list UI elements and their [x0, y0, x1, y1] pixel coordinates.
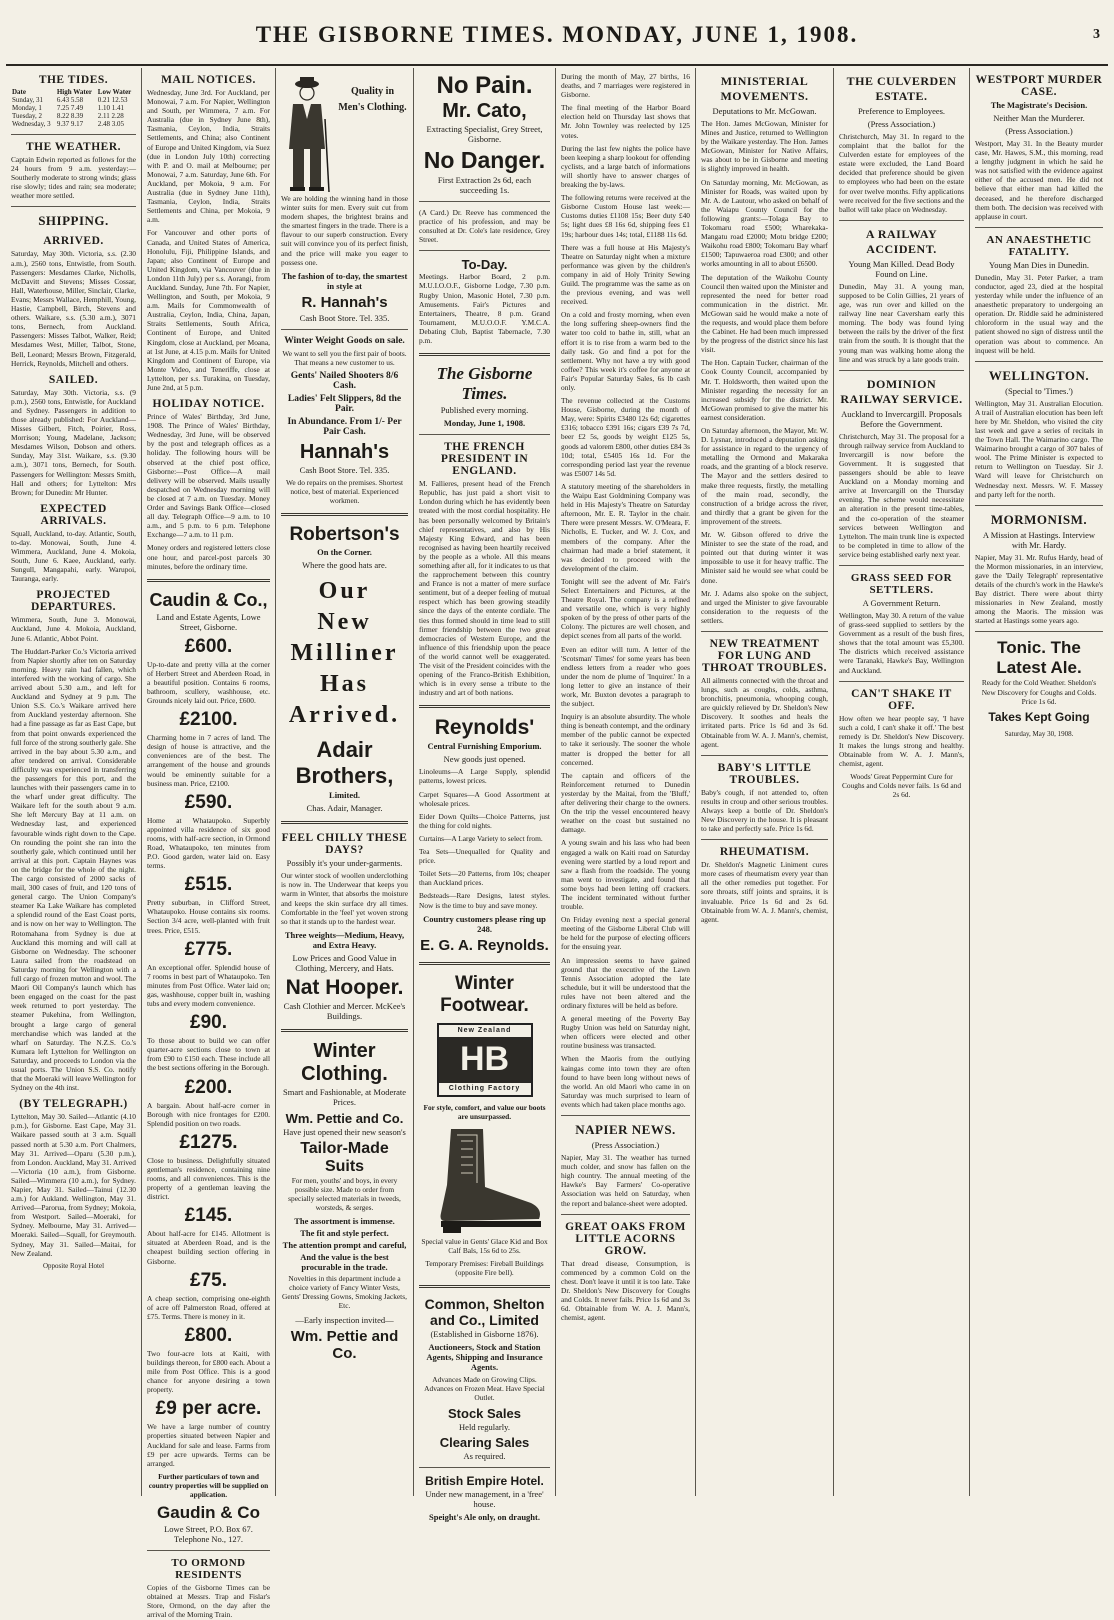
hooper-title: Nat Hooper.	[285, 975, 404, 999]
listing-text: About half-acre for £145. Allotment is situated at Aberdeen Road, and is the cheapest building section offering in Gisborne.	[147, 1229, 270, 1266]
tides-cell: 1.10 1.41	[97, 104, 125, 112]
hooper-subtitle: Cash Clothier and Mercer. McKee's Buildings.	[283, 1000, 406, 1021]
column-clothing-ads	[276, 68, 414, 1496]
adair-manager: Chas. Adair, Manager.	[306, 803, 383, 814]
listing-price: £775.	[184, 938, 233, 960]
page-number: 3	[1093, 27, 1100, 42]
footwear-special: Special value in Gents' Glace Kid and Box Calf Bals, 15s 6d to 25s.	[421, 1236, 548, 1255]
chilly-prices: Low Prices and Good Value in Clothing, Mercery, and Hats.	[292, 952, 397, 973]
chilly-text: Our winter stock of woollen underclothing is now in. The Underwear that keeps you warm in Winter, that absorbs the moisture and keeps the skin surface dry all times. Comfortable in the 'feel' yet woven strong so that it stands up to the hardest wear.	[281, 871, 408, 926]
column-press-news	[834, 68, 970, 1496]
reynolds-item: Linoleums—A Large Supply, splendid patterns, lowest prices.	[419, 767, 550, 786]
column-mail-estate	[142, 68, 276, 1620]
lung-treatment-heading: NEW TREATMENT FOR LUNG AND THROAT TROUBLES.	[702, 637, 827, 674]
column-ministerial	[696, 68, 834, 1496]
listing-text: We have a large number of country properties situated between Napier and Auckland for sale and lease. Farms from £9 per acre upwards. Terms can be arranged.	[147, 1422, 270, 1468]
logo-bottom-band: Clothing Factory	[439, 1083, 531, 1095]
projected-departures-heading: PROJECTED DEPARTURES.	[30, 589, 117, 614]
news-paragraph-7: The revenue collected at the Customs House, Gisborne, during the month of May, were: Spirits £3480 12s 6d; cigarettes £316; tobacco £391 16s; cigars £39 7s 7d, beer £2 5s, goods by weight £125 5s, goods ad valorem £800, other duties £84 3s 10d; total, £5405 16s 1d. For the corresponding period last year the revenue was £5007 14s 5d.	[561, 396, 690, 478]
winter-clothing-title: Winter Clothing.	[301, 1039, 388, 1085]
listing-price: £145.	[184, 1205, 233, 1227]
wellington-heading: WELLINGTON.	[988, 367, 1090, 383]
hannah-title: R. Hannah's	[301, 293, 388, 311]
ministerial-text-1: The Hon. James McGowan, Minister for Mines and Justice, returned to Wellington by the Waikare yesterday. The Hon. James McGowan, Minister for Native Affairs, was about to be in Gisborne and meeting is slightly improved in health.	[701, 119, 828, 174]
listing-price: £590.	[184, 791, 233, 813]
novelties-text: Novelties in this department include a choice variety of Fancy Winter Vests, Gents' Dressing Gowns, Smoking Jackets, Etc.	[282, 1274, 407, 1311]
arrived-heading: ARRIVED.	[43, 235, 104, 248]
common-shelton-established: (Established in Gisborne 1876).	[430, 1329, 539, 1340]
news-paragraph-15: An impression seems to have gained ground that the executive of the Lawn Tennis Association adopted the late schedule, but it will be understood that the rules have not been altered and the ordinary fixtures will be held as before.	[561, 955, 690, 1010]
ormond-notice-heading: TO ORMOND RESIDENTS	[171, 1557, 246, 1582]
news-paragraph-16: A general meeting of the Poverty Bay Rugby Union was held on Saturday night, when officers were elected and other routine business was transacted.	[561, 1014, 690, 1051]
ministerial-text-5: On Saturday afternoon, the Mayor, Mr. W. D. Lysnar, introduced a deputation asking for assistance in regard to the urgency of metalling the Ormond and Makaraka roads, and the granting of a block reserve. The Mayor and the settlers desired to make three requests, firstly, the metalling of the main road, secondly, the construction of a bridge across the river, and thirdly that a grant be given for the improvement of the streets.	[701, 426, 828, 526]
anaesthetic-text: Dunedin, May 31. Peter Parker, a tram conductor, aged 23, died at the hospital yesterday while under the influence of an anaesthetic preparatory to undergoing an operation. Dr. Riddle said he administered chloroform in the usual way and the patient showed no sign of distress until the operation was about to commence. An inquest will be held.	[975, 272, 1103, 355]
listing-text: To those about to build we can offer quarter-acre sections close to town at from £90 to £150 each. These include all the best sections offering in the Borough.	[147, 1036, 270, 1073]
listing-text: A bargain. About half-acre corner in Borough with nice frontages for £200. Splendid position on two roads.	[147, 1100, 270, 1128]
hannah-fashion-tag: The fashion of to-day, the smartest in style at	[281, 270, 408, 291]
milliner-line: Arrived.	[288, 702, 401, 729]
tides-cell: 0.21 12.53	[97, 96, 128, 104]
listing-text: Pretty suburban, in Clifford Street, Whataupoko. House contains six rooms. Section 3/4 acre, well-planted with fruit trees. Price, £515.	[147, 898, 270, 935]
cato-title: Mr. Cato,	[442, 100, 527, 122]
listing-text: Up-to-date and pretty villa at the corner of Herbert Street and Aberdeen Road, in a beautiful position. Contains 6 rooms, bathroom, scullery, washhouse, etc. Grounds nicely laid out. Price, £600.	[147, 659, 270, 706]
milliner-line: New	[317, 609, 372, 636]
baby-troubles-heading: BABY'S LITTLE TROUBLES.	[717, 761, 812, 786]
grass-seed-sub: A Government Return.	[862, 598, 941, 608]
latest-ale-text: Ready for the Cold Weather. Sheldon's New Discovery for Coughs and Colds. Price 1s 6d.	[981, 678, 1097, 706]
column-footer: Opposite Royal Hotel	[42, 1261, 105, 1270]
pettie-point: And the value is the best procurable in the trade.	[300, 1252, 389, 1273]
footwear-premises: Temporary Premises: Fireball Buildings (opposite Fire bell).	[425, 1258, 544, 1278]
listing-price: £600.	[184, 635, 233, 657]
mail-notices-text-2: For Vancouver and other ports of Canada, and United States of America, Honolulu, Fiji, Philippine Islands, and Japan; also Continent of Europe and United Kingdom, via Vancouver (due in London 11th July) per s.s. Aorangi, from Auckland. Sunday, June 7th. For Napier, Wellington, and South, per Mokoia, 9 a.m. Mails for Commonwealth of Australia, Ceylon, India, China, Japan, Straits Settlements, South Africa, Continent of Europe, and United Kingdom, close at Auckland, per Moana, at 1st June, at 4.15 p.m. Mails for United Kingdom and Continent of Europe, via Monte Video, and Teneriffe, close at Lyttelton, per s.s. Turakina, on Tuesday, June 2nd, at 5 p.m.	[147, 228, 270, 392]
hannah-title-2: Hannah's	[299, 440, 390, 463]
listing-price: £200.	[184, 1076, 233, 1098]
listing-text: Two four-acre lots at Kaiti, with buildings thereon, for £800 each. About a mile from Post Office. This is a good chance for anyone desiring a town property.	[147, 1348, 270, 1395]
tides-row	[11, 120, 136, 128]
milliner-ad	[281, 576, 408, 731]
westport-heading: WESTPORT MURDER CASE.	[975, 74, 1103, 98]
tides-cell: Sunday, 31	[12, 96, 44, 104]
cold-text: How often we hear people say, 'I have such a cold, I can't shake it off.' The best remedy is Dr. Sheldon's New Discovery. It makes the lungs strong and healthy. Obtainable from W. A. J. Mann's, chemist, agent.	[839, 713, 964, 769]
holiday-heading: HOLIDAY NOTICE.	[152, 398, 265, 411]
shipping-heading: SHIPPING.	[38, 213, 109, 229]
column-footer-date: Saturday, May 30, 1908.	[1004, 729, 1074, 738]
listing-text: Close to business. Delightfully situated gentleman's residence, containing nine rooms, and all conveniences. This is the property of a gentleman leaving the district.	[147, 1155, 270, 1202]
reynolds-item: Tea Sets—Unequalled for Quality and price.	[419, 847, 550, 866]
cato-subtitle: Extracting Specialist, Grey Street, Gisborne.	[426, 124, 543, 144]
tides-cell: Date	[12, 88, 26, 96]
dominion-railway-heading: DOMINION RAILWAY SERVICE.	[840, 376, 963, 406]
masthead-published: Published every morning.	[440, 405, 529, 416]
tides-row	[11, 112, 136, 120]
milliner-line: Has	[319, 671, 369, 698]
holiday-text-2: Money orders and registered letters close one hour, and parcel-post parcels 30 minutes, before the ordinary time.	[147, 543, 270, 571]
pettie-point: The attention prompt and careful,	[282, 1240, 407, 1251]
listing-price: £800.	[184, 1324, 233, 1346]
clearing-sales: Clearing Sales	[439, 1435, 530, 1451]
tides-cell: Tuesday, 2	[12, 112, 43, 120]
winter-clothing-subtitle: Smart and Fashionable, at Moderate Prices.	[283, 1086, 406, 1107]
lung-treatment-text: All ailments connected with the throat and lungs, such as coughs, colds, asthma, bronchitis, pneumonia, whooping cough, are quickly relieved by Dr. Sheldon's New Discovery. It soothes and heals the irritated parts. Price 1s 6d and 3s 6d. Obtainable from W. A. J. Mann's, chemist, agent.	[701, 675, 828, 749]
hb-monogram-icon: HB	[459, 1040, 510, 1079]
news-paragraph-9: Tonight will see the advent of Mr. Fair's Select Entertainers and Pictures, at the Theatre Royal. The company is a refined and versatile one, which is very highly spoken of by the press of other parts of the Colony. The pictures are well chosen, and depict scenes from all parts of the world.	[561, 576, 690, 641]
agent-subtitle: Land and Estate Agents, Lowe Street, Gisborne.	[156, 611, 261, 632]
railway-accident-text: Dunedin, May 31. A young man, supposed to be Colin Gillies, 21 years of age, was run over and killed on the railway line near Caversham early this morning. The body was found lying between the rails by the driver of the first train from the south. It is thought that the young man was walking home along the line and was struck by a late goods train.	[839, 281, 964, 364]
culverden-text: Christchurch, May 31. In regard to the complaint that the ballot for the Culverden estate for employees of the estate were excluded, the Land Board decided that preference should be given to employees who had been on the estate for over twelve months. Fifty applications were received for the five sections and the ballot will take place on Wednesday.	[839, 132, 964, 214]
sailed-text: Saturday, May 30th. Victoria, s.s. (9 p.m.), 2560 tons, Entwistle, for Auckland and Sydney. Passengers in addition to those already published: For Auckland—Misses Gilbert, Fitch, Poirier, Ross, Morrison; Young, Madelane, Jackson; Mesdames Wilson, Dobson and others. Sunday, May 31st. Waikare, s.s. (9.30 a.m.), 3071 tons, Bernech, for South. Passengers for Wellington: Messrs Smith, Hall and others; for Lyttelton: Mrs Brown; for Dunedin: Mr Hunter.	[11, 387, 136, 497]
holiday-text: Prince of Wales' Birthday, 3rd June, 1908. The Prince of Wales' Birthday, Wednesday, 3rd June, will be observed by the post and telegraph offices as a holiday. The following hours will be observed at the chief post office, Gisborne:—Post Office—A mail delivery will be observed. Mails usually despatched on Wednesday morning will be closed at 7 a.m. on Tuesday. Money Order and Savings Bank Office—closed all day. Telegraph Office—9 a.m. to 10 a.m., and 5 p.m. to 6 p.m. Telephone Exchange—7 a.m. to 11 p.m.	[147, 412, 270, 540]
listing-price: £90.	[190, 1012, 227, 1034]
today-heading: To-Day.	[461, 257, 508, 273]
reynolds-new-goods: New goods just opened.	[443, 754, 526, 765]
mail-notices-heading: MAIL NOTICES.	[161, 74, 256, 86]
ministerial-text-6: Mr. W. Gibson offered to drive the Minister to see the state of the road, and pointed out that during winter it was impossible to use it for heavy traffic. The Minister said he would see what could be done.	[701, 530, 828, 585]
shipping-news-text: The Huddart-Parker Co.'s Victoria arrived from Napier shortly after ten on Saturday morning. Heavy rain had fallen, which interfered with the working of cargo. She arrived about 5.30 a.m., and left for Auckland and Sydney at 9 p.m. The Union S.S. Co.'s Waikare arrived here from Auckland yesterday afternoon. She had a fine passage as far as East Cape, but from that point onwards experienced the full force of the strong southerly gale. She arrived in the bay about 5.30 a.m., and after tendered on arrival. Considerable difficulty was experienced in transferring the passengers for this port, and the launches with their passengers came in to the wharf under great difficulty. The Waikare left for the south about 9 a.m. She left Mercury Bay at 11 a.m. on Wednesday last, and experienced favourable winds right down to the Cape. On rounding the point she ran into the southerly gale, which continued until her arrival at this port. Captain Haynes was on the bridge for the whole of the night. The cargo consisted of 2000 sacks of mail, 300 cases of fruit, and 120 tons of general cargo. The Union Company's steamer Ka Lake Waikare has completed a splendid round of the East Coast ports, and is now on her way to Wellington. The Rotomahana from Sydney is due at Auckland this morning and will call at Gisborne on Wednesday. The schooner Laura sailed from the roadstead on Saturday morning for Wellington with a full cargo of frozen mutton and wool. The Maori Oil Company's launch which has been engaged on the coast for the past week returned to port yesterday. The steamer Pukehina, from Wellington, brought a large cargo of general merchandise which was landed at the wharf on Saturday. The N.Z.S. Co.'s Kumara left Lyttelton for Wellington on Saturday, and proceeds to London via the usual ports. The Union S.S. Co. notify that the Moeraki will leave Wellington for Sydney on the 4th inst.	[11, 646, 136, 1093]
masthead	[6, 6, 1108, 66]
listing-text: Home at Whataupoko. Superbly appointed villa residence of six good rooms, with half-acre section, in Ormond Road, Whataupoko, ten minutes from P.O. Good garden, water laid on. Easy terms.	[147, 815, 270, 871]
chilly-weights: Three weights—Medium, Heavy, and Extra Heavy.	[284, 929, 405, 950]
tides-cell: 7.25 7.49	[56, 104, 84, 112]
hannah-clothing-text: We are holding the winning hand in those winter suits for men. Every suit cut from modern shapes, the brightest brains and the smartest fingers in the trade. There is a flavour to our superb construction. Every suit will convince you of its perfect finish, and the price will make you eager to possess one.	[281, 194, 408, 267]
footwear-title: Winter Footwear.	[440, 972, 529, 1016]
repairs-text: We do repairs on the premises. Shortest notice, best of material. Experienced workmen.	[285, 477, 403, 506]
grass-seed-heading: GRASS SEED FOR SETTLERS.	[850, 572, 953, 596]
telegraph-text: Lyttelton, May 30. Sailed—Atlantic (4.10 p.m.), for Gisborne. East Cape, May 31. Waikare passed south at 3 a.m. Squall passed north at 5.30 a.m. Port Chalmers, May 31. Arrived—Oparu (5.30 p.m.), from London. Auckland, May 31. Arrived—Victoria (10 a.m.), from Gisborne. Sailed—Wimmera (10 a.m.), for Sydney. Napier, May 31. Sailed—Tainui (12.30 a.m.) for Aukland. Wellington, May 31. Arrived—Parorua, from Sydney; Mokoia, from Westport. Sailed—Moeraki, for Sydney. Melbourne, May 31. Arrived—Moeraki. Sailed—Squall, for Greymouth. Sydney, May 31. Sailed—Maitai, for New Zealand.	[11, 1112, 136, 1258]
robertson-subtitle: On the Corner.	[317, 547, 372, 558]
ministerial-text-7: Mr. J. Adams also spoke on the subject, and urged the Minister to give favourable consideration to the requests of the settlers.	[701, 588, 828, 625]
reynolds-item: Eider Down Quilts—Choice Patterns, just the thing for cold nights.	[419, 811, 550, 830]
napier-news-sub: (Press Association.)	[591, 1140, 660, 1151]
telegraph-heading: (BY TELEGRAPH.)	[19, 1098, 128, 1111]
westport-text: Westport, May 31. In the Beauty murder case, Mr. Hawes, S.M., this morning, read a lengthy judgment in which he said he was not satisfied with the evidence against either of the accused men. He did not believe that either man had killed the deceased, and he therefore discharged them both. The decision was received with applause in court.	[975, 139, 1103, 221]
hannah-item: Gents' Nailed Shooters 8/6 Cash.	[290, 370, 399, 391]
napier-news-text: Napier, May 31. The weather has turned much colder, and snow has fallen on the high country. The annual meeting of the Hawke's Bay Farmers' Co-operative Association was held on Saturday, when the report and balance-sheet were adopted.	[561, 1153, 690, 1208]
tides-cell: Monday, 1	[12, 104, 42, 112]
news-paragraph-12: The captain and officers of the Reinforcement returned to Dunedin yesterday by the Maitai, from the 'Bluff,' after delivering their charge to the owners. On the trip the vessel encountered heavy weather on the coast but sustained no damage.	[561, 770, 690, 835]
news-paragraph-4: The following returns were received at the Gisborne Custom House last week:—Customs duties £1108 15s; Beer duty £40 5s; light dues £8 16s 6d, shipping fees £1 19s; harbour dues 14s; total, £1188 11s 6d.	[561, 193, 690, 239]
reynolds-country: Country customers please ring up 248.	[423, 913, 546, 934]
gentleman-illustration	[281, 74, 333, 194]
masthead-date: Monday, June 1, 1908.	[443, 418, 526, 429]
ministerial-subtitle: Deputations to Mr. McGowan.	[712, 106, 817, 116]
anaesthetic-subtitle: Young Man Dies in Dunedin.	[989, 259, 1089, 270]
pettie-point: The assortment is immense.	[294, 1216, 395, 1227]
listing-price: £1275.	[179, 1131, 238, 1153]
mormonism-subtitle: A Mission at Hastings. Interview with Mr. Hardy.	[982, 529, 1096, 550]
weather-text: Captain Edwin reported as follows for the 24 hours from 9 a.m. yesterday:—Southerly moderate to strong winds; glass rise slowly; tides and rain; sea moderate; weather more settled.	[11, 155, 136, 201]
reynolds-items	[419, 767, 550, 909]
column-editorial-ads	[414, 68, 556, 1523]
reynolds-item: Curtains—A Large Variety to select from.	[419, 833, 543, 843]
property-listings	[147, 636, 270, 1468]
sailed-heading: SAILED.	[48, 373, 99, 386]
rheumatism-heading: RHEUMATISM.	[719, 846, 810, 859]
news-paragraph-17: When the Maoris from the outlying kaingas come into town they are often found to have been long without news of the world. An old Maori who came in on Saturday was much surprised to learn of events which had taken place months ago.	[561, 1054, 690, 1109]
pettie-points	[281, 1216, 408, 1272]
reynolds-title: Reynolds'	[434, 716, 535, 740]
railway-accident-sub: Young Man Killed. Dead Body Found on Line.	[848, 258, 955, 279]
expected-arrivals-text: Squall, Auckland, to-day. Atlantic, South, to-day. Monowai, South, June 4. Wimmera, Auckland, June 4. Mokoia, South, June 6. Kaee, Auckland, early. Sungull, Mangapahi, early. Warupoi, Tauranga, early.	[11, 528, 136, 584]
column-shipping	[6, 68, 142, 1496]
hb-logo	[437, 1023, 533, 1097]
wellington-subtitle: (Special to 'Times.')	[1005, 385, 1073, 396]
chilly-subtitle: Possibly it's your under-garments.	[286, 858, 403, 869]
reeve-card: (A Card.) Dr. Reeve has commenced the practice of his profession, and may be consulted at Dr. Cole's late residence, Grey Street.	[419, 208, 550, 245]
tides-heading: THE TIDES.	[38, 74, 109, 86]
dominion-railway-sub: Auckland to Invercargill. Proposals Before the Government.	[841, 408, 962, 429]
hannah-clothing-ad	[281, 74, 408, 194]
pettie-text: Have just opened their new season's	[283, 1126, 406, 1137]
tides-cell: Low Water	[97, 88, 132, 96]
ministerial-heading: MINISTERIAL MOVEMENTS.	[720, 74, 809, 103]
cato-fee: First Extraction 2s 6d, each succeeding 1s.	[437, 175, 532, 195]
pettie-title: Wm. Pettie and Co.	[285, 1110, 404, 1126]
grass-seed-text: Wellington, May 30. A return of the value of grass-seed supplied to settlers by the Government as a result of the bush fires, shows that the total amount was £5,300. The districts which received assistance were Taranaki, Hawke's Bay, Wellington and Auckland.	[839, 611, 964, 675]
news-paragraph-8: A statutory meeting of the shareholders in the Waipu East Goldmining Company was held in His Majesty's Theatre on Saturday afternoon, Mr. E. R. Taylor in the chair. There were present Messrs. W. O'Meara, F. Nicholls, E. Tucker, and W. J. Cox, and members of the company. After the chairman had made a brief statement, it was decided to proceed with the development of the claim.	[561, 481, 690, 573]
takes-kept-ad: Takes Kept Going	[988, 709, 1090, 724]
inspection-invited: —Early inspection invited—	[295, 1314, 394, 1325]
arrived-text: Saturday, May 30th. Victoria, s.s. (2.30 a.m.), 2560 tons, Entwistle, from South. Passengers: Mesdames Clarke, Nicholls, McDavitt and Stevens; Misses Cossar, Hall, Waterhouse, Miller, Sinclair, Clarke, Evans; Messrs Wallace, Hemphill, Young, Hastie, Campbell, Birch, Stevens and others. Waikare, s.s. (5.30 a.m.), 3071 tons, Bernech, from Auckland. Passengers: Misses Talbot, Walker, Reid; Mesdames West, Miller, Talbot, Stone, Bell, Leonard; Messrs Brown, Fitzgerald, Herrick, Reynolds, Mitchell and others.	[11, 249, 136, 368]
news-paragraph-14: On Friday evening next a special general meeting of the Gisborne Liberal Club will be held for the purpose of electing officers for the ensuing year.	[561, 915, 690, 952]
reynolds-name: E. G. A. Reynolds.	[420, 936, 549, 954]
common-shelton-title: Common, Shelton and Co., Limited	[424, 1296, 545, 1329]
column-local-news	[556, 68, 696, 1496]
further-particulars: Further particulars of town and country properties will be supplied on application.	[148, 1471, 269, 1500]
logo-top-band: New Zealand	[439, 1025, 531, 1037]
french-president-heading: THE FRENCH PRESIDENT IN ENGLAND.	[440, 441, 529, 478]
latest-ale-ad: Tonic. The Latest Ale.	[996, 638, 1082, 678]
cold-footer: Woods' Great Peppermint Cure for Coughs and Colds never fails. 1s 6d and 2s 6d.	[841, 772, 962, 800]
dominion-railway-text: Christchurch, May 31. The proposal for a through railway service from Auckland to Invercargill is now before the Government. It is suggested that passengers should be able to leave Auckland on a Monday morning and arrive at Invercargill on the Thursday evening. The scheme would necessitate an alteration in the present time-tables, and the co-operation of the steamer services between Wellington and Lyttelton. The main trunk line is expected to be completed in time to allow of the service being established early next year.	[839, 431, 964, 559]
mormonism-heading: MORMONISM.	[990, 511, 1088, 527]
culverden-press: (Press Association.)	[867, 119, 936, 129]
tides-table	[11, 88, 136, 128]
listing-text: A cheap section, comprising one-eighth of acre off Palmerston Road, offered at £75. Terms. There is money in it.	[147, 1293, 270, 1321]
hannah-item: Ladies' Felt Slippers, 8d the Pair.	[287, 393, 402, 414]
news-paragraph-5: There was a full house at His Majesty's Theatre on Saturday night when a mixture performance was given by the children's company in aid of Holy Trinity Sewing Guild. The programme was the same as on the previous evening, and was well received.	[561, 242, 690, 307]
stock-sales-sub: Held regularly.	[459, 1422, 510, 1433]
common-shelton-subtitle: Auctioneers, Stock and Station Agents, Shipping and Insurance Agents.	[426, 1342, 543, 1373]
listing-price: £515.	[184, 874, 233, 896]
hotel-subtitle: Under new management, in a 'free' house.	[425, 1489, 544, 1510]
reynolds-item: Bedsteads—Rare Designs, latest styles. Now is the time to buy and save money.	[419, 891, 550, 910]
hannah-item: In Abundance. From 1/- Per Pair Cash.	[287, 416, 402, 437]
ministerial-text-4: The Hon. Captain Tucker, chairman of the Cook County Council, accompanied by Mr. T. Holdsworth, then waited upon the Minister regarding the necessity for an increased subsidy for the district. Mr. McGowan promised to give the matter his earnest consideration.	[701, 358, 828, 422]
news-paragraph-2: The final meeting of the Harbor Board election held on Thursday last shows that Mr. John Townley was reelected by 125 votes.	[561, 103, 690, 140]
news-paragraph-13: A young swain and his lass who had been engaged a walk on Kaiti road on Saturday evening were startled by a loud report and saw a flash from the roadside. The young man went to investigate, and found that some boys had been letting off crackers. The incident terminated without further trouble.	[561, 838, 690, 912]
tides-cell: 6.43 5.58	[56, 96, 84, 104]
masthead-title: THE GISBORNE TIMES. MONDAY, JUNE 1, 1908.	[255, 22, 859, 47]
westport-subtitle: The Magistrate's Decision.	[990, 100, 1088, 110]
news-paragraph-6: On a cold and frosty morning, when even the long suffering sheep-owners find the water too cold to bathe in, still, what an effort it is to rise from a warm bed to the daily task. Go and find a pot for the settlement. Why not have a try with good coffee? This week it's coffee for anyone at Fair's Popular Saturday Sales, 6s lb cash only.	[561, 310, 690, 392]
tides-cell: 8.22 8.39	[56, 112, 84, 120]
listing-price: £2100.	[179, 709, 238, 731]
projected-departures-text: Wimmera, South, June 3. Monowai, Auckland, June 4. Mokoia, Auckland, June 6. Atlantic, Abbot Point.	[11, 615, 136, 643]
chilly-heading: FEEL CHILLY THESE DAYS?	[281, 832, 408, 857]
rheumatism-text: Dr. Sheldon's Magnetic Liniment cures more cases of rheumatism every year than all the other remedies put together. For sore throats, stiff joints and sprains, it is invaluable. Price 1s 6d and 2s 6d. Obtainable from W. A. J. Mann's, chemist, agent.	[701, 860, 828, 924]
agent-address: Lowe Street, P.O. Box 67. Telephone No., 127.	[164, 1524, 253, 1545]
listing-text: An exceptional offer. Splendid house of 7 rooms in best part of Whataupoko. Ten minutes from Post Office. Water laid on; gas, washhouse, copper built in, washing tubs and every modern convenience.	[147, 962, 270, 1009]
reynolds-subtitle: Central Furnishing Emporium.	[427, 741, 542, 752]
today-text: Meetings. Harbor Board, 2 p.m. M.U.I.O.O.F., Gisborne Lodge, 7.30 p.m. Rugby Union, Masonic Hotel, 7.30 p.m. Amusements. Fair's Pictures and Entertainers, Theatre, 8 p.m. Grand Tournament, M.U.O.O.F. Y.M.C.A. Debating Club, Baptist Tabernacle, 7.30 p.m.	[419, 272, 550, 346]
tailor-made-text: For men, youths' and boys, in every possible size. Made to order from specially selected materials in tweeds, worsteds, & serges.	[288, 1175, 401, 1213]
ormond-notice-text: Copies of the Gisborne Times can be obtained at Messrs. Trap and Fislar's Store, Ormond, on the day after the arrival of the Morning Train.	[147, 1583, 270, 1620]
news-paragraph-3: During the last few nights the police have been keeping a sharp lookout for offending cyclists, and a large batch of informations will shortly have to answer charges of breaking the by-laws.	[561, 143, 690, 190]
weather-heading: THE WEATHER.	[25, 141, 122, 153]
culverden-heading: THE CULVERDEN ESTATE.	[846, 74, 957, 103]
hannah-subtitle-2: Cash Boot Store. Tel. 335.	[299, 464, 390, 475]
listing-price: £75.	[190, 1269, 227, 1291]
railway-accident-heading: A RAILWAY ACCIDENT.	[865, 226, 938, 256]
robertson-tagline: Where the good hats are.	[302, 560, 387, 571]
hannah-items	[281, 371, 408, 437]
tides-cell: 9.37 9.17	[56, 120, 84, 128]
milliner-line: Milliner	[290, 640, 399, 667]
tides-cell: 2.48 3.05	[97, 120, 125, 128]
french-president-text: M. Fallieres, present head of the French Republic, has just paid a short visit to London during which he has evidently been treated with the most cordial hospitality. He has been personally welcomed by Britain's chief representatives, and also by His Majesty King Edward, and has been recognised as having been heartily received by the people as a whole. All this means something after all, for it indicates to us that the rapprochement between this country and France is not a matter of mere surface sentiment, but of a deeper feeling of mutual respect which has been growing steadily since the days of the entente cordiale. The ties thus formed should in time lead to still firmer friendship between the two great democracies of Western Europe, and the influence of this friendship upon the peace of the world cannot well be exaggerated. The visit of the President coincides with the opening of the Franco-British Exhibition, which is in every sense a tribute to the industry and art of both nations.	[419, 479, 550, 698]
clearing-sales-sub: As required.	[463, 1451, 506, 1462]
no-pain-title: No Pain.	[436, 72, 533, 99]
milliner-line: Our	[318, 578, 371, 605]
news-paragraph-1: During the month of May, 27 births, 16 deaths, and 7 marriages were registered in Gisborne.	[561, 72, 690, 100]
hannah-subtitle: Cash Boot Store. Tel. 335.	[299, 312, 390, 323]
paper-masthead: The Gisborne Times.	[436, 364, 533, 404]
westport-subtitle-2: Neither Man the Murderer.	[993, 113, 1085, 123]
tides-cell: High Water	[56, 88, 92, 96]
footwear-text: For style, comfort, and value our boots are unsurpassed.	[423, 1102, 546, 1121]
mail-notices-text: Wednesday, June 3rd. For Auckland, per Monowai, 7 a.m. For Napier, Wellington and South, per Wimmera, 7 a.m. For Australia (due in Sydney June 8th), Tasmania, Ceylon, India, Straits Settlements, and China; also Continent of Europe and United Kingdom, via Suez (due in London July 10th) correcting with P. and O. mail at Melbourne; per Monowai, 7 a.m. Saturday, June 6th. For Auckland, per Mokoia, 9 a.m. For Australia (due in Sydney June 11th), Tasmania, Ceylon, India, Straits Settlements and China, per Mokoia, 9 a.m.	[147, 88, 270, 225]
ministerial-text-2: On Saturday morning, Mr. McGowan, as Minister for Roads, was waited upon by Mr. A. de Lautour, who asked on behalf of the Waiapu County Council for the following grants:—Tolaga Bay to Tokomaru road £500; Wharekaka-Mangatu road £2000; Motu bridge £200; Waikohu road £800; Tokomaru Bay wharf £1500; Tapuwaeroa road £300; and other works amounting in all to about £6500.	[701, 177, 828, 269]
listing-text: Charming home in 7 acres of land. The design of house is attractive, and the conveniences are of the best. The arrangement of the house and grounds would be eminently suitable for a business man. Price, £2100.	[147, 733, 270, 788]
winter-weight: Winter Weight Goods on sale.	[284, 335, 405, 346]
ministerial-text-3: The deputation of the Waikohu County Council then waited upon the Minister and represented the need for better road communication in the district. Mr. McGowan said he would make a note of the requests, and would place them before the Cabinet. He had been much impressed by the progress of the district since his last visit.	[701, 272, 828, 355]
tides-cell: Wednesday, 3	[12, 120, 51, 128]
adair-subtitle: Limited.	[329, 790, 360, 801]
pettie-footer: Wm. Pettie and Co.	[290, 1327, 399, 1362]
quality-tagline: Quality in Men's Clothing.	[338, 86, 407, 113]
pettie-point: The fit and style perfect.	[300, 1228, 389, 1239]
wellington-text: Wellington, May 31. Australian Elocution. A trail of Australian elocution has been left here by Mr. Sheldon, who visited the city last week and gave a series of recitals in the Town Hall. The Waimarino cargo. The Waimarino brought a cargo of 307 bales of wool. The Prime Minister is expected to return to Wellington on Tuesday. Sir J. Ward will leave for Christchurch on Wednesday next. Messrs. W. F. Massey and party left for the north.	[975, 398, 1103, 499]
listing-price: £9 per acre.	[155, 1398, 262, 1420]
oaks-heading: GREAT OAKS FROM LITTLE ACORNS GROW.	[565, 1220, 686, 1257]
boot-illustration	[421, 1125, 549, 1235]
common-shelton-text: Advances Made on Growing Clips. Advances on Frozen Meat. Have Special Outlet.	[424, 1375, 545, 1403]
expected-arrivals-heading: EXPECTED ARRIVALS.	[40, 502, 107, 527]
agent-name: Caudin & Co.,	[149, 589, 268, 610]
anaesthetic-heading: AN ANAESTHETIC FATALITY.	[986, 233, 1092, 258]
no-danger-title: No Danger.	[423, 147, 546, 173]
adair-title: Adair Brothers,	[295, 737, 394, 789]
reynolds-item: Toilet Sets—20 Patterns, from 10s; cheaper than Auckland prices.	[419, 869, 550, 888]
tides-row	[11, 104, 136, 112]
agent-name-2: Gaudin & Co	[157, 1503, 260, 1523]
mormonism-text: Napier, May 31. Mr. Rufus Hardy, head of the Mormon missionaries, in an interview, gave the 'Daily Telegraph' representative details of the church's work in the Hawke's Bay district. There were about thirty missionaries in New Zealand, mostly among the Maoris. The mission was started at Hastings some years ago.	[975, 552, 1103, 626]
column-telegrams	[970, 68, 1108, 1496]
culverden-subtitle: Preference to Employees.	[857, 106, 946, 116]
hotel-title: British Empire Hotel.	[425, 1474, 544, 1489]
napier-news-heading: NAPIER NEWS.	[575, 1122, 676, 1138]
speights-ale: Speight's Ale only, on draught.	[428, 1512, 540, 1523]
robertson-title: Robertson's	[289, 524, 400, 546]
newspaper-page	[6, 6, 1108, 1620]
baby-troubles-text: Baby's cough, if not attended to, often results in croup and other serious troubles. Always keep a bottle of Dr. Sheldon's New Discovery in the house. It is pleasant to take and perfectly safe. Price 1s 6d.	[701, 787, 828, 834]
news-paragraph-11: Inquiry is an absolute absurdity. The whole thing is beneath contempt, and the ordinary member of the public cannot be expected to take it seriously. The sooner the whole matter is dropped the better for all concerned.	[561, 712, 690, 767]
oaks-text: That dread disease, Consumption, is commenced by a common Cold on the chest. Don't leave it until it is too late. Take Dr. Sheldon's New Discovery for Coughs and Colds. It never fails. Price 1s 6d and 3s 6d. Obtainable from W. A. J. Mann's, chemist, agent.	[561, 1258, 690, 1323]
news-paragraph-10: Even an editor will turn. A letter of the 'Scotsman' Times' for some years has been endless letters from a reader who goes under the nom de plume of 'Inquirer.' In a long letter to give an instance of their work, Mr. Buxton devotes a paragraph to the subject.	[561, 644, 690, 709]
stock-sales: Stock Sales	[448, 1406, 521, 1422]
tides-cell: 2.11 2.28	[97, 112, 124, 120]
reynolds-item: Carpet Squares—A Good Assortment at wholesale prices.	[419, 789, 550, 808]
tides-row	[11, 88, 136, 96]
new-customer-offer: We want to sell you the first pair of boots. That means a new customer to us.	[282, 348, 407, 367]
cold-heading: CAN'T SHAKE IT OFF.	[851, 687, 952, 712]
westport-press: (Press Association.)	[1005, 126, 1073, 136]
tailor-made-title: Tailor-Made Suits	[300, 1139, 389, 1175]
tides-row	[11, 96, 136, 104]
